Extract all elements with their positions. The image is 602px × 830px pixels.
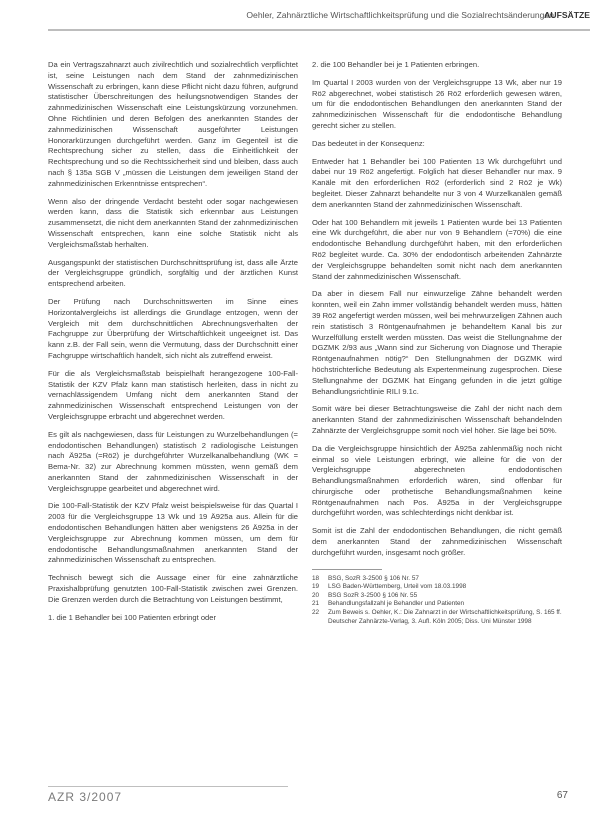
footer-rule xyxy=(48,786,288,787)
paragraph: Technisch bewegt sich die Aussage einer für eine zahnärztliche Praxishalbprüfung genutzten 100-Fall-Statistik zwischen zwei Grenzen. Die Grenzen werden durch die Betrachtung von Leistungen bestimmt, xyxy=(48,573,298,604)
page-number: 67 xyxy=(556,790,568,801)
list-item: 1. die 1 Behandler bei 100 Patienten erbringt oder xyxy=(48,612,217,622)
footnote-rule xyxy=(312,569,382,570)
footnote-text: LSG Baden-Württemberg, Urteil vom 18.03.1998 xyxy=(328,583,467,591)
paragraph: Wenn also der dringende Verdacht besteht oder sogar nachgewiesen werden kann, dass die Statistik sich erkennbar aus Leistungen zusammensetzt, die nicht dem anerkannten Stand der zahnmedizinischen Wissenschaft entsprechen, kann eine solche Statistik nicht als Vergleichsmaßstab herhalten. xyxy=(48,196,298,249)
footnote-text: Behandlungsfallzahl je Behandler und Patienten xyxy=(328,600,465,608)
page-header xyxy=(0,8,602,36)
paragraph: Es gilt als nachgewiesen, dass für Leistungen zu Wurzelbehandlungen (= endodontischen Behandlungen) statistisch 2 radiologische Leistungen nach Ä925a (=Rö2) je durchgeführter Wurzelkanalbehandlung (WK = Bema-Nr. 32) zur Abrechnung kommen müssten, wenn gemäß dem anerkannten Stand der zahnmedizinischen Wissenschaft in der Vergleichsgruppe gearbeitet und abgerechnet wird. xyxy=(48,429,298,493)
footnote-text: BSG, SozR 3-2500 § 106 Nr. 57 xyxy=(328,574,419,582)
footnote-text: BSG SozR 3-2500 § 106 Nr. 55 xyxy=(328,591,418,599)
paragraph: Die 100-Fall-Statistik der KZV Pfalz weist beispielsweise für das Quartal I 2003 für die Vergleichsgruppe 13 Wk und 19 Ä925a aus. Allein für die endodontischen Behandlungen hätten aber wenigstens 26 Ä925a in der Vergleichsgruppe zur Abrechnung kommen müssen, um dem für endodontische Behandlungsmaßnahmen anerkannten Stand der zahnmedizinischen Wissenschaft zu entsprechen. xyxy=(48,501,298,565)
paragraph: Da ein Vertragszahnarzt auch zivilrechtlich und sozialrechtlich verpflichtet ist, seine Leistungen nach dem Stand der zahnmedizinischen Wissenschaft zu erbringen, kann diese Pflicht nicht dazu führen, aufgrund statistischer Überschreitungen des heilungsnotwendigen Standes der zahnmedizinischen Wissenschaft eine Leistungskürzung vorzunehmen. Ohne Richtlinien und deren Befolgen des anerkannten Standes der zahnmedizinischen Wissenschaft ausgeführter Leistungen Honorarkürzungen durchgeführt werden. Ganz im Gegenteil ist die Rechtsprechung sicher zu stellen, dass die Einheitlichkeit der Rechtsprechung und so die Rechtssicherheit sind und bleiben, dass auch nach § 135a SGB V „müssen die Leistungen dem jeweiligen Stand der zahnmedizinischen Erkenntnisse entsprechen“. xyxy=(48,60,298,188)
footnote xyxy=(312,600,562,609)
footnote xyxy=(312,609,562,626)
footnote-number: 20 xyxy=(312,591,320,599)
section-label: AUFSÄTZE xyxy=(544,10,590,20)
footnote-number: 21 xyxy=(312,600,320,608)
running-title: Oehler, Zahnärztliche Wirtschaftlichkeitsprüfung und die Sozialrechtsänderungen xyxy=(246,10,554,20)
paragraph: Für die als Vergleichsmaßstab beispielhaft herangezogene 100-Fall-Statistik der KZV Pfalz kann man statistisch herleiten, dass in nicht zu vernachlässigendem Umfang nicht dem anerkannten Stand der zahnmedizinischen Wissenschaft entsprechend Leistungen von der Vergleichsgruppe erbracht und abgerechnet werden. xyxy=(48,368,298,421)
paragraph: Da aber in diesem Fall nur einwurzelige Zähne behandelt werden konnten, weil ein Zahn immer vollständig behandelt werden muss, hätten 39 Rö2 angefertigt werden müssen, weil bei mehrwurzeligen Zähnen auch rein statistisch 3 Röntgenaufnahmen je behandeltem Kanal bis zur Wurzelfüllung erstellt werden müssten. Das weist die Stellungnahme der DGZMK 2/93 aus „Wann sind zur Sicherung von Diagnose und Therapie Röntgenaufnahmen nötig?“ Den Stellungnahmen der DGZMK wird höchstrichterliche Bedeutung als Expertenmeinung zugesprochen. Diese Stellungnahme der DGZMK hat Eingang gefunden in die jetzt gültige Behandlungsrichtlinie RILI 9.1c. xyxy=(312,289,562,396)
header-rule xyxy=(48,29,590,31)
footnote-text: Zum Beweis s. Oehler, K.: Die Zahnarzt in der Wirtschaftlichkeitsprüfung, S. 165 ff. Deutscher Zahnärzte-Verlag, 3. Aufl. Köln 2005; Diss. Uni Münster 1998 xyxy=(328,609,562,625)
footnote-number: 19 xyxy=(312,583,320,591)
journal-name: AZR 3/2007 xyxy=(48,790,123,804)
paragraph: Da die Vergleichsgruppe hinsichtlich der Ä925a zahlenmäßig noch nicht einmal so viele Leistungen erbringt, wie alleine für die von der Vergleichsgruppe abgerechneten endodontischen Behandlungsmaßnahmen erforderlich wären, sind offenbar für chirurgische oder prothetische Behandlungsmaßnahmen keine Röntgenaufnahmen nach Pos. Ä925a in der Vergleichsgruppe durchgeführt worden, was schlechterdings nicht denkbar ist. xyxy=(312,443,562,518)
page-footer xyxy=(48,786,568,810)
list-item: 2. die 100 Behandler bei je 1 Patienten erbringen. xyxy=(312,60,480,69)
paragraph: Entweder hat 1 Behandler bei 100 Patienten 13 Wk durchgeführt und dabei nur 19 Rö2 angefertigt. Folglich hat dieser Behandler nur max. 9 Kanäle mit den erforderlichen Rö2 (erforderlich sind 2 Rö2 je Wk) begleitet. Dieser Zahnarzt behandelte nur 3 von 4 Wurzelkanälen gemäß dem anerkannten Stand der zahnmedizinischen Wissenschaft. xyxy=(312,156,562,209)
paragraph: Somit ist die Zahl der endodontischen Behandlungen, die nicht gemäß dem anerkannten Stand der zahnmedizinischen Wissenschaft durchgeführt wurden, insgesamt noch größer. xyxy=(312,526,562,557)
footnote xyxy=(312,575,562,584)
footnote-number: 18 xyxy=(312,574,320,582)
footnote-number: 22 xyxy=(312,609,320,617)
paragraph: Somit wäre bei dieser Betrachtungsweise die Zahl der nicht nach dem anerkannten Stand der zahnmedizinischen Wissenschaft behandelnden Zahnärzte der Vergleichsgruppe somit noch viel höher. Sie läge bei 50%. xyxy=(312,404,562,435)
paragraph: Das bedeutet in der Konsequenz: xyxy=(312,138,425,148)
right-column xyxy=(312,60,562,626)
footnote xyxy=(312,583,562,592)
paragraph: Im Quartal I 2003 wurden von der Vergleichsgruppe 13 Wk, aber nur 19 Rö2 abgerechnet, wobei statistisch 26 Rö2 erforderlich gewesen wären, um für die endodontischen Behandlungen den anerkannten Stand der zahnmedizinischen Wissenschaft für die endodontische Behandlung gerecht sicher zu stellen. xyxy=(312,77,562,130)
footnote xyxy=(312,592,562,601)
left-column xyxy=(48,60,298,630)
paragraph: Ausgangspunkt der statistischen Durchschnittsprüfung ist, dass alle Ärzte der Vergleichsgruppe gründlich, sorgfältig und der ärztlichen Kunst entsprechend arbeiten. xyxy=(48,257,298,289)
paragraph: Der Prüfung nach Durchschnittswerten im Sinne eines Horizontalvergleichs ist allerdings die Grundlage entzogen, wenn der Vergleich mit dem durchschnittlichen Abrechnungsverhalten der Fachgruppe zur Überprüfung der Wirtschaftlichkeit ungeeignet ist. Das kann z.B. der Fall sein, wenn die Vermutung, dass der Durchschnitt einer Fachgruppe wirtschaftlich handelt, sich nicht als zutreffend erweist. xyxy=(48,296,298,360)
paragraph: Oder hat 100 Behandlern mit jeweils 1 Patienten wurde bei 13 Patienten eine Wk durchgeführt, die aber nur von 9 Behandlern (=70%) die eine endodontische Behandlung durchgeführt haben, mit den erforderlichen Rö2 begleitet wurde. Ca. 30% der endodontisch arbeitenden Zahnärzte der Vergleichsgruppe behandelten somit nicht nach dem anerkannten Stand der zahnmedizinischen Wissenschaft. xyxy=(312,217,562,281)
